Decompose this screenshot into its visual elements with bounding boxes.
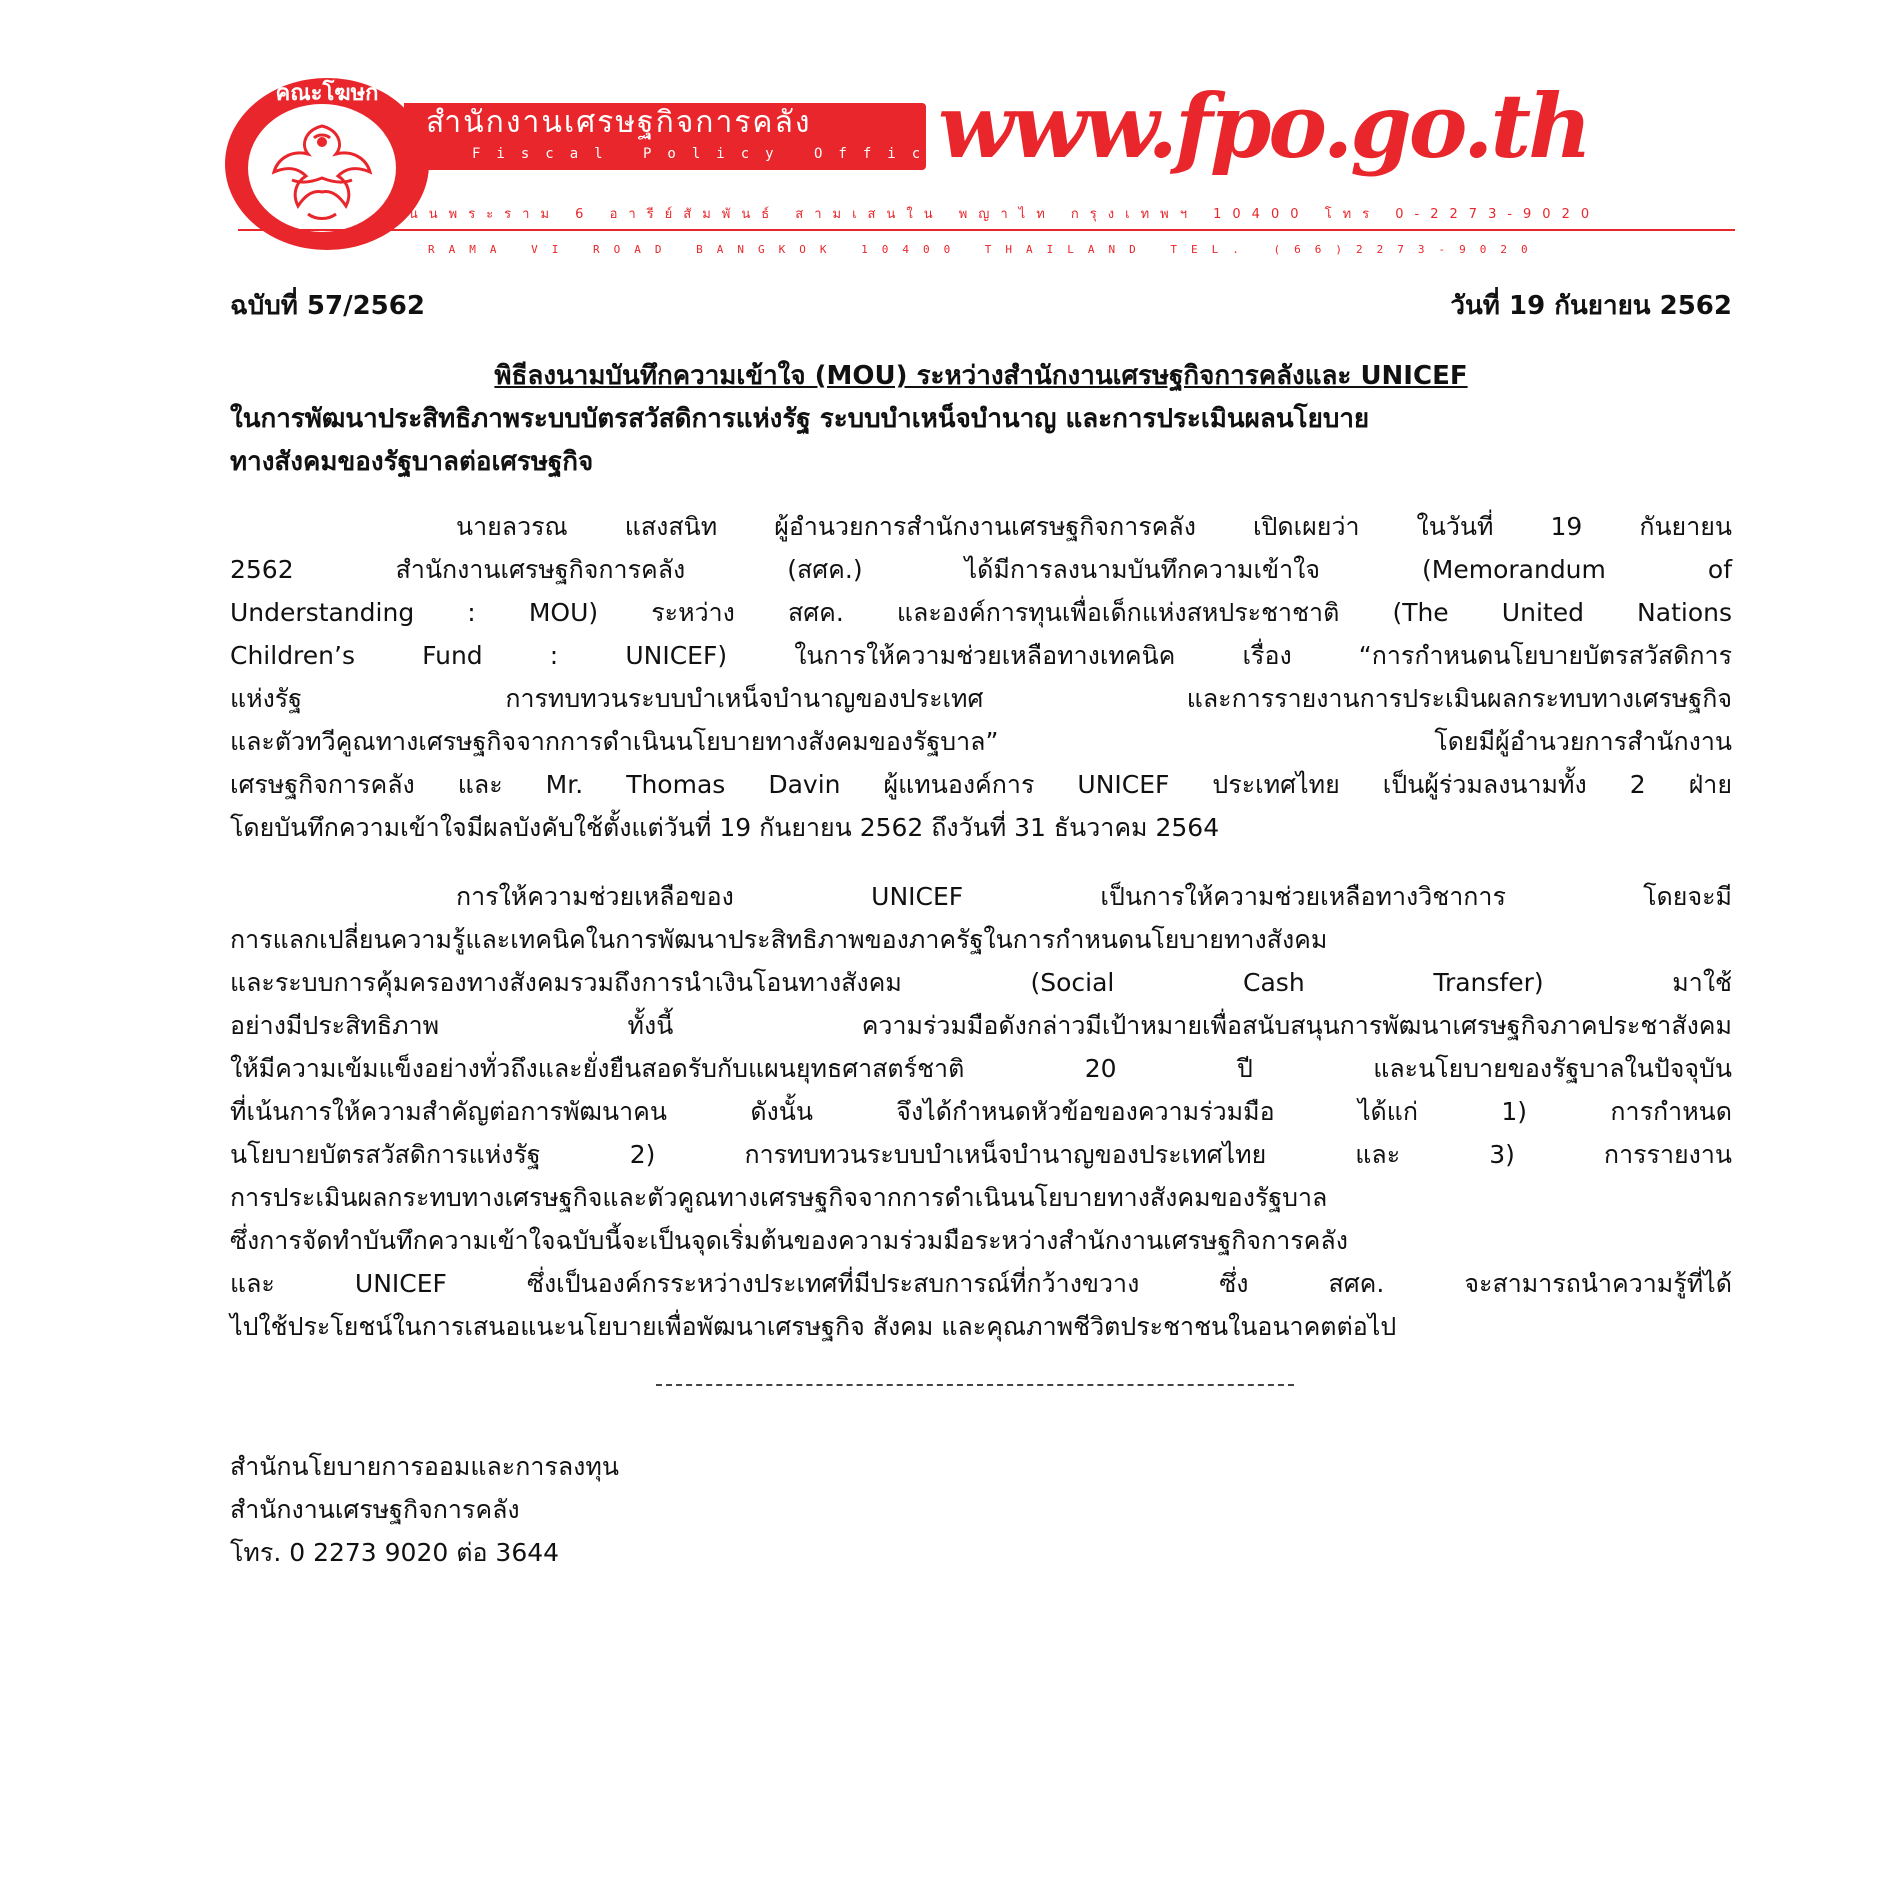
paragraph-line: ซึ่งการจัดทำบันทึกความเข้าใจฉบับนี้จะเป็นจุดเริ่มต้นของความร่วมมือระหว่างสำนักงานเศรษฐกิจการคลัง xyxy=(230,1226,1348,1255)
website-url[interactable]: www.fpo.go.th xyxy=(938,74,1590,178)
paragraph-line: การประเมินผลกระทบทางเศรษฐกิจและตัวคูณทางเศรษฐกิจจากการดำเนินนโยบายทางสังคมของรัฐบาล xyxy=(230,1183,1328,1212)
headline-line-3: ทางสังคมของรัฐบาลต่อเศรษฐกิจ xyxy=(230,447,594,477)
paragraph-line: และระบบการคุ้มครองทางสังคมรวมถึงการนำเงินโอนทางสังคม (Social Cash Transfer) มาใช้ xyxy=(230,968,1732,997)
paragraph-line: การให้ความช่วยเหลือของ UNICEF เป็นการให้ความช่วยเหลือทางวิชาการ โดยจะมี xyxy=(456,882,1732,911)
issue-date: วันที่ 19 กันยายน 2562 xyxy=(1450,291,1732,321)
paragraph-line: Understanding : MOU) ระหว่าง สศค. และองค์การทุนเพื่อเด็กแห่งสหประชาชาติ (The United Nations xyxy=(230,598,1732,627)
headline xyxy=(230,355,1732,484)
end-divider xyxy=(656,1384,1294,1386)
issue-number: ฉบับที่ 57/2562 xyxy=(230,291,425,321)
body-paragraph-2 xyxy=(230,875,1732,1348)
paragraph-line: เศรษฐกิจการคลัง และ Mr. Thomas Davin ผู้แทนองค์การ UNICEF ประเทศไทย เป็นผู้ร่วมลงนามทั้ง 2 ฝ่าย xyxy=(230,770,1732,799)
seal-text: คณะโฆษก xyxy=(275,81,379,106)
headline-line-2: ในการพัฒนาประสิทธิภาพระบบบัตรสวัสดิการแห่งรัฐ ระบบบำเหน็จบำนาญ และการประเมินผลนโยบาย xyxy=(230,404,1370,434)
headline-line-1: พิธีลงนามบันทึกความเข้าใจ (MOU) ระหว่างสำนักงานเศรษฐกิจการคลังและ UNICEF xyxy=(494,361,1468,391)
paragraph-line: แห่งรัฐ การทบทวนระบบบำเหน็จบำนาญของประเทศ และการรายงานการประเมินผลกระทบทางเศรษฐกิจ xyxy=(230,684,1732,713)
paragraph-line: การแลกเปลี่ยนความรู้และเทคนิคในการพัฒนาประสิทธิภาพของภาครัฐในการกำหนดนโยบายทางสังคม xyxy=(230,925,1328,954)
signoff-office: สำนักงานเศรษฐกิจการคลัง xyxy=(230,1495,520,1524)
paragraph-line: 2562 สำนักงานเศรษฐกิจการคลัง (สศค.) ได้มีการลงนามบันทึกความเข้าใจ (Memorandum of xyxy=(230,555,1732,584)
address-en: RAMA VI ROAD BANGKOK 10400 THAILAND TEL. (66)2273-9020 xyxy=(428,243,1542,256)
signoff-block xyxy=(230,1445,1030,1574)
paragraph-line: ให้มีความเข้มแข็งอย่างทั่วถึงและยั่งยืนสอดรับกับแผนยุทธศาสตร์ชาติ 20 ปี และนโยบายของรัฐบาลในปัจจุบัน xyxy=(230,1054,1732,1083)
address-th: ถนนพระราม 6 อารีย์สัมพันธ์ สามเสนใน พญาไท กรุงเทพฯ 10400 โทร 0-2273-9020 xyxy=(390,207,1601,222)
signoff-phone: โทร. 0 2273 9020 ต่อ 3644 xyxy=(230,1538,560,1567)
org-name-en: Fiscal Policy Office xyxy=(472,146,961,162)
paragraph-line: นโยบายบัตรสวัสดิการแห่งรัฐ 2) การทบทวนระบบบำเหน็จบำนาญของประเทศไทย และ 3) การรายงาน xyxy=(230,1140,1732,1169)
signoff-division: สำนักนโยบายการออมและการลงทุน xyxy=(230,1452,619,1481)
paragraph-line: Children’s Fund : UNICEF) ในการให้ความช่วยเหลือทางเทคนิค เรื่อง “การกำหนดนโยบายบัตรสวัสดิการ xyxy=(230,641,1732,670)
letterhead-divider xyxy=(238,229,1735,231)
paragraph-line: ที่เน้นการให้ความสำคัญต่อการพัฒนาคน ดังนั้น จึงได้กำหนดหัวข้อของความร่วมมือ ได้แก่ 1) การกำหนด xyxy=(230,1097,1732,1126)
paragraph-line: โดยบันทึกความเข้าใจมีผลบังคับใช้ตั้งแต่วันที่ 19 กันยายน 2562 ถึงวันที่ 31 ธันวาคม 2564 xyxy=(230,813,1220,842)
paragraph-line: และ UNICEF ซึ่งเป็นองค์กรระหว่างประเทศที่มีประสบการณ์ที่กว้างขวาง ซึ่ง สศค. จะสามารถนำความรู้ที่ได้ xyxy=(230,1269,1732,1298)
org-name-th: สำนักงานเศรษฐกิจการคลัง xyxy=(426,105,812,140)
paragraph-line: ไปใช้ประโยชน์ในการเสนอแนะนโยบายเพื่อพัฒนาเศรษฐกิจ สังคม และคุณภาพชีวิตประชาชนในอนาคตต่อไป xyxy=(230,1312,1397,1341)
paragraph-line: และตัวทวีคูณทางเศรษฐกิจจากการดำเนินนโยบายทางสังคมของรัฐบาล” โดยมีผู้อำนวยการสำนักงาน xyxy=(230,727,1732,756)
fpo-seal-logo xyxy=(222,68,432,254)
paragraph-line: นายลวรณ แสงสนิท ผู้อำนวยการสำนักงานเศรษฐกิจการคลัง เปิดเผยว่า ในวันที่ 19 กันยายน xyxy=(456,512,1732,541)
body-paragraph-1 xyxy=(230,505,1732,849)
paragraph-line: อย่างมีประสิทธิภาพ ทั้งนี้ ความร่วมมือดังกล่าวมีเป้าหมายเพื่อสนับสนุนการพัฒนาเศรษฐกิจภาคประชาสังคม xyxy=(230,1011,1732,1040)
